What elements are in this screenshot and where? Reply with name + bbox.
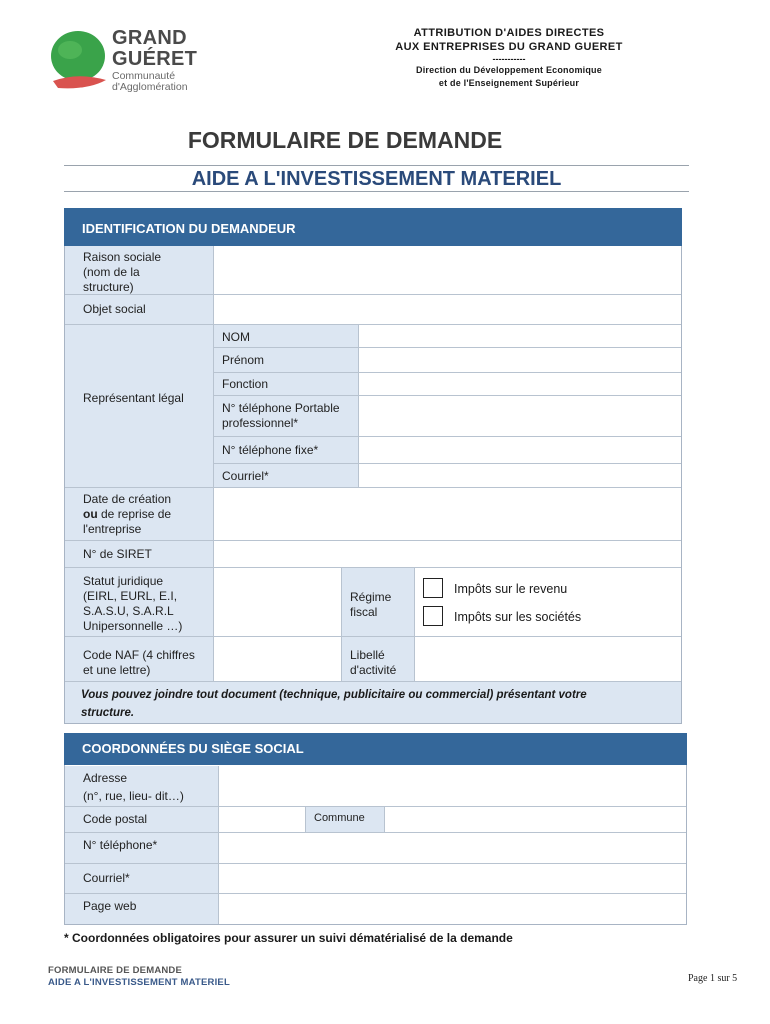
prenom-label: Prénom bbox=[214, 348, 358, 372]
raison-sociale-field[interactable] bbox=[214, 246, 681, 294]
page-subtitle: AIDE A L'INVESTISSEMENT MATERIEL bbox=[191, 168, 562, 190]
commune-label: Commune bbox=[306, 807, 384, 832]
objet-social-field[interactable] bbox=[214, 295, 681, 324]
divider bbox=[64, 165, 689, 166]
grand-gueret-logo-icon bbox=[48, 28, 110, 92]
header-separator: ----------- bbox=[492, 54, 526, 64]
attachment-note: Vous pouvez joindre tout document (technique, publicitaire ou commercial) présentant votre structure. bbox=[65, 682, 681, 723]
adresse-label: Adresse (n°, rue, lieu- dit…) bbox=[65, 766, 218, 806]
code-postal-label: Code postal bbox=[65, 807, 218, 832]
courriel-field[interactable] bbox=[359, 464, 681, 487]
tel-fixe-label: N° téléphone fixe* bbox=[214, 437, 358, 463]
identification-heading: IDENTIFICATION DU DEMANDEUR bbox=[64, 208, 682, 246]
divider bbox=[64, 191, 689, 192]
impots-revenu-label: Impôts sur le revenu bbox=[454, 582, 568, 596]
siege-courriel-field[interactable] bbox=[219, 864, 686, 893]
siege-courriel-label: Courriel* bbox=[65, 864, 218, 893]
raison-sociale-label: Raison sociale (nom de la structure) bbox=[65, 246, 213, 294]
page-title: FORMULAIRE DE DEMANDE bbox=[187, 127, 503, 153]
logo-subtitle: Communauté d'Agglomération bbox=[112, 70, 188, 93]
statut-juridique-label: Statut juridique (EIRL, EURL, E.I, S.A.S.U, S.A.R.L Unipersonnelle …) bbox=[65, 568, 213, 636]
fonction-label: Fonction bbox=[214, 373, 358, 395]
header-line1: ATTRIBUTION D'AIDES DIRECTES bbox=[413, 27, 605, 39]
siret-field[interactable] bbox=[214, 541, 681, 567]
code-naf-field[interactable] bbox=[214, 637, 341, 681]
siret-label: N° de SIRET bbox=[65, 541, 213, 567]
code-postal-field[interactable] bbox=[219, 807, 305, 832]
courriel-label: Courriel* bbox=[214, 464, 358, 487]
tel-portable-field[interactable] bbox=[359, 396, 681, 436]
libelle-activite-field[interactable] bbox=[415, 637, 681, 681]
telephone-label: N° téléphone* bbox=[65, 833, 218, 863]
regime-fiscal-options bbox=[415, 568, 681, 636]
logo bbox=[48, 28, 198, 92]
statut-juridique-field[interactable] bbox=[214, 568, 341, 636]
libelle-activite-label: Libellé d'activité bbox=[342, 637, 414, 681]
impots-revenu-checkbox[interactable] bbox=[423, 578, 443, 598]
commune-field[interactable] bbox=[385, 807, 686, 832]
tel-portable-label: N° téléphone Portable professionnel* bbox=[214, 396, 358, 436]
header-line3: Direction du Développement Economique bbox=[416, 65, 602, 75]
adresse-field[interactable] bbox=[219, 766, 686, 806]
impots-societes-label: Impôts sur les sociétés bbox=[454, 610, 582, 624]
date-creation-field[interactable] bbox=[214, 488, 681, 540]
coordonnees-heading: COORDONNÉES DU SIÈGE SOCIAL bbox=[64, 733, 687, 765]
regime-fiscal-label: Régime fiscal bbox=[342, 568, 414, 636]
date-creation-label: Date de création ou de reprise de l'entreprise bbox=[65, 488, 213, 540]
telephone-field[interactable] bbox=[219, 833, 686, 863]
tel-fixe-field[interactable] bbox=[359, 437, 681, 463]
prenom-field[interactable] bbox=[359, 348, 681, 372]
page-number: Page 1 sur 5 bbox=[688, 973, 738, 984]
footer-subtitle: AIDE A L'INVESTISSEMENT MATERIEL bbox=[48, 977, 230, 988]
representant-label: Représentant légal bbox=[65, 325, 213, 487]
objet-social-label: Objet social bbox=[65, 295, 213, 324]
footer-title: FORMULAIRE DE DEMANDE bbox=[48, 965, 183, 976]
required-fields-note: * Coordonnées obligatoires pour assurer un suivi dématérialisé de la demande bbox=[64, 931, 513, 945]
nom-label: NOM bbox=[214, 325, 358, 347]
header-line2: AUX ENTREPRISES DU GRAND GUERET bbox=[395, 41, 623, 53]
document-header bbox=[378, 26, 640, 90]
logo-name: GRAND GUÉRET bbox=[112, 27, 198, 70]
fonction-field[interactable] bbox=[359, 373, 681, 395]
header-line4: et de l'Enseignement Supérieur bbox=[438, 78, 580, 88]
page-web-label: Page web bbox=[65, 894, 218, 924]
code-naf-label: Code NAF (4 chiffres et une lettre) bbox=[65, 637, 213, 681]
page-web-field[interactable] bbox=[219, 894, 686, 924]
impots-societes-checkbox[interactable] bbox=[423, 606, 443, 626]
nom-field[interactable] bbox=[359, 325, 681, 347]
